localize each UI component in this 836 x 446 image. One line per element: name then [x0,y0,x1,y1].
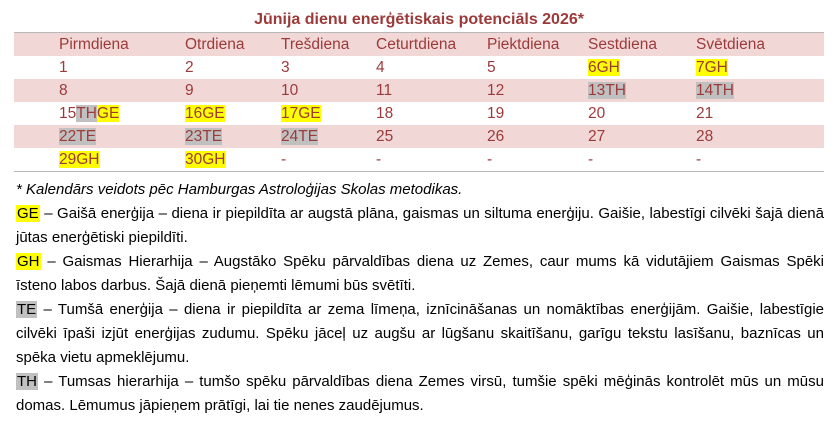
day-cell [543,56,651,79]
day-label: - [487,150,493,168]
day-cell [331,56,442,79]
day-cell [442,102,543,125]
legend-entry [16,202,824,250]
legend-description: – Tumsas hierarhija – tumšo spēku pārvaldības diena Zemes virsū, tumšie spēki mēģinās kontrolēt mūs un mūsu domas. Lēmumus jāpieņem prātīgi, lai tie nenes zaudējumus. [16,373,824,414]
day-cell [651,125,824,148]
weekday-header: Otrdiena [140,33,236,57]
legend-code-badge: TH [17,373,37,390]
day-cell [236,79,331,102]
day-label: 23TE [185,127,223,145]
day-label: 3 [281,58,290,76]
day-cell [140,56,236,79]
day-cell [331,79,442,102]
week-row [14,148,824,172]
week-row [14,56,824,79]
day-cell [651,56,824,79]
legend-code-badge: TE [17,301,37,318]
day-cell [543,125,651,148]
day-label: 7GH [696,58,728,76]
day-label: 29GH [59,150,100,168]
day-label: 9 [185,81,194,99]
day-cell [140,125,236,148]
day-cell [236,56,331,79]
day-cell [543,102,651,125]
weekday-header: Trešdiena [236,33,331,57]
day-label: - [696,150,702,168]
day-cell [14,148,140,172]
day-cell [442,56,543,79]
day-label: 19 [487,104,505,122]
weekday-header: Sestdiena [543,33,651,57]
notes-section [16,178,824,418]
legend-entry [16,370,824,418]
page-title: Jūnija dienu enerģētiskais potenciāls 2026* [14,7,824,33]
day-label: 6GH [588,58,620,76]
day-label: 26 [487,127,505,145]
day-label: 8 [59,81,68,99]
day-cell [140,79,236,102]
legend-entry [16,250,824,298]
day-cell [236,125,331,148]
week-row [14,79,824,102]
day-cell [543,148,651,172]
week-row [14,125,824,148]
day-label: 20 [588,104,606,122]
day-cell [442,79,543,102]
calendar-table [14,7,824,172]
day-label: 10 [281,81,299,99]
day-label: 4 [376,58,385,76]
day-label: 18 [376,104,394,122]
day-label: 24TE [281,127,319,145]
day-label: 22TE [59,127,97,145]
day-cell [331,125,442,148]
legend-description: – Gaišā enerģija – diena ir piepildīta ar augstā plāna, gaismas un siltuma enerģiju. Gaišie, labestīgi cilvēki šajā dienā jūtas enerģētiski piepildīti. [16,205,824,246]
day-label: 30GH [185,150,226,168]
day-label: 14TH [696,81,734,99]
day-cell [236,102,331,125]
day-cell [442,148,543,172]
legend-entry [16,298,824,370]
day-label: 2 [185,58,194,76]
day-cell [442,125,543,148]
weekday-header: Piektdiena [442,33,543,57]
day-label: - [588,150,594,168]
legend-list [16,202,824,418]
day-label: 1 [59,58,68,76]
day-cell [651,102,824,125]
day-cell [140,102,236,125]
day-cell [14,79,140,102]
day-cell [543,79,651,102]
day-cell [140,148,236,172]
day-label: 28 [696,127,714,145]
day-label: 25 [376,127,394,145]
legend-description: – Gaismas Hierarhija – Augstāko Spēku pārvaldības diena uz Zemes, caur mums kā vidutājiem Gaismas Spēki īsteno labos darbus. Šajā dienā pieņemti lēmumi būs svētīti. [16,253,824,294]
day-cell [331,102,442,125]
day-label: 5 [487,58,496,76]
day-cell [651,79,824,102]
weekday-header: Svētdiena [651,33,824,57]
legend-code-badge: GE [17,205,39,222]
day-label: 16GE [185,104,225,122]
day-label: 17GE [281,104,321,122]
day-label: 27 [588,127,606,145]
day-label: 21 [696,104,714,122]
legend-description: – Tumšā enerģija – diena ir piepildīta ar zema līmeņa, iznīcināšanas un nomāktības enerģijām. Gaišie, labestīgie cilvēki īpaši izjūt enerģijas zudumu. Spēku jāceļ uz augšu ar lūgšanu skaitīšanu, garīgu tekstu lasīšanu, baznīcas un spēka vietu apmeklējumu. [16,301,824,366]
legend-code-badge: GH [17,253,40,270]
day-cell [14,125,140,148]
day-label: 11 [376,81,393,99]
day-label: - [376,150,382,168]
day-cell [14,56,140,79]
week-row [14,102,824,125]
weekday-header: Ceturtdiena [331,33,442,57]
day-label: 13TH [588,81,626,99]
day-number: 15 [59,104,77,122]
day-label: 12 [487,81,505,99]
day-cell [14,102,140,125]
day-code-badge: GE [96,104,120,122]
day-code-badge: TH [76,104,97,122]
day-label: - [281,150,287,168]
day-cell [651,148,824,172]
weekday-header: Pirmdiena [14,33,140,57]
footnote: * Kalendārs veidots pēc Hamburgas Astroloģijas Skolas metodikas. [16,181,463,198]
day-cell [236,148,331,172]
day-cell [331,148,442,172]
